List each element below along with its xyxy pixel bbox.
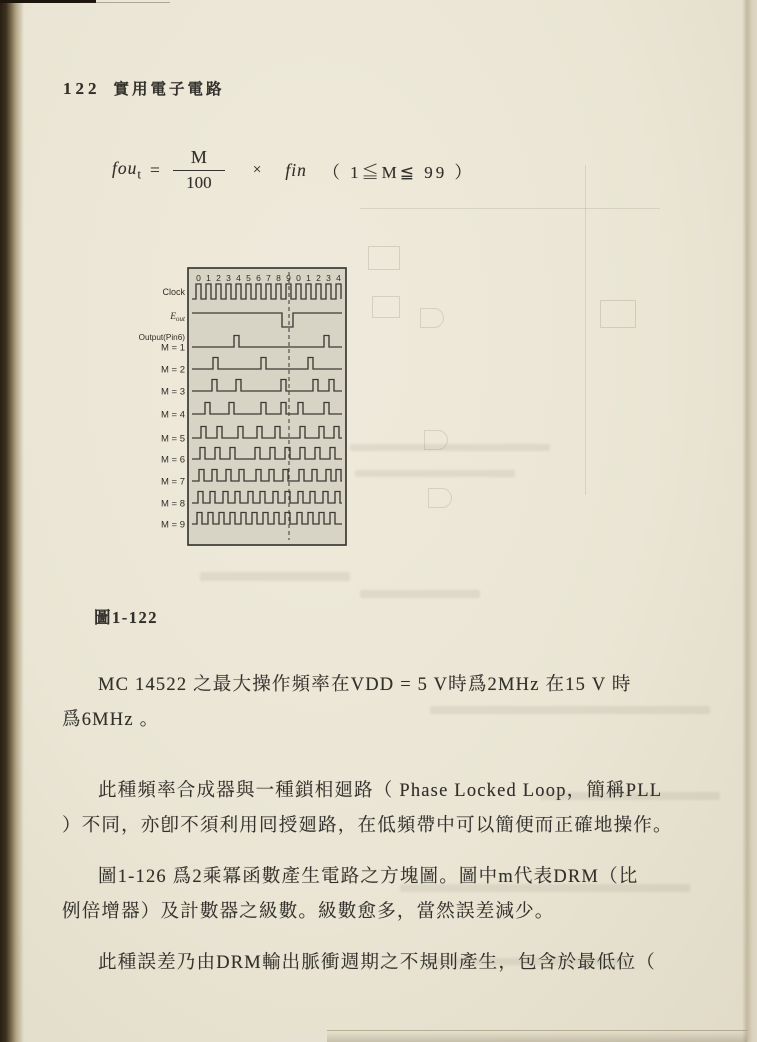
waveform-label: M = 9 (160, 519, 185, 531)
book-title: 實用電子電路 (113, 81, 225, 98)
equals-sign: = (150, 159, 160, 180)
formula-fout (112, 147, 474, 193)
bleedthrough-ghost (368, 246, 400, 270)
waveform-label: $E_{out}$ (170, 312, 185, 323)
bleedthrough-ghost (350, 444, 550, 451)
formula-lhs: fou$_t$ (112, 157, 141, 182)
clock-count-digit: 0 (296, 273, 301, 283)
figure-caption: 圖1-122 (94, 608, 158, 627)
text-line: ）不同，亦卽不須利用囘授廻路，在低頻帶中可以簡便而正確地操作。 (62, 815, 673, 836)
formula-rhs: fin (285, 159, 307, 180)
waveform-label: M = 4 (160, 409, 185, 421)
paragraph-pll-comparison (62, 774, 714, 843)
clock-count-digit: 0 (196, 273, 201, 283)
clock-count-digit: 8 (276, 273, 281, 283)
waveform-label: M = 8 (160, 498, 185, 510)
clock-count-digit: 2 (216, 273, 221, 283)
clock-count-digit: 1 (306, 273, 311, 283)
paragraph-max-frequency (62, 668, 714, 737)
waveform-label: M = 1 (160, 342, 185, 354)
waveform-label: M = 3 (160, 386, 185, 398)
text-line: 此種誤差乃由DRM輸出脈衝週期之不規則產生，包含於最低位（ (98, 953, 656, 973)
waveform-label: M = 2 (160, 364, 185, 376)
clock-count-digit: 4 (236, 273, 241, 283)
book-binding-edge (0, 0, 24, 1042)
text-line: 例倍增器）及計數器之級數。級數愈多，當然誤差減少。 (62, 901, 555, 922)
paragraph-figure-1-126 (62, 860, 714, 929)
bleedthrough-ghost (360, 208, 660, 209)
text-line: 此種頻率合成器與一種鎖相廻路（ Phase Locked Loop，簡稱PLL (98, 781, 663, 801)
multiply-sign: × (252, 161, 262, 178)
bleedthrough-ghost (600, 300, 636, 328)
text-line: MC 14522 之最大操作頻率在VDD = 5 V時爲2MHz 在15 V 時 (98, 675, 632, 695)
fraction-numerator: M (190, 147, 207, 167)
bleedthrough-ghost (424, 430, 448, 450)
bleedthrough-ghost (372, 296, 400, 318)
scan-edge-artifact (80, 2, 170, 3)
clock-count-digit: 3 (326, 273, 331, 283)
page-header (63, 77, 225, 99)
page-number: 122 (63, 79, 101, 98)
bleedthrough-ghost (355, 470, 515, 477)
paragraph-error-source (62, 946, 714, 981)
bleedthrough-ghost (428, 488, 452, 508)
bleedthrough-ghost (585, 165, 586, 495)
fraction (173, 147, 225, 193)
bleedthrough-ghost (360, 590, 480, 598)
text-line: 圖1-126 爲2乘冪函數產生電路之方塊圖。圖中m代表DRM（比 (98, 867, 639, 887)
page-right-edge (742, 0, 757, 1042)
waveform-label: Clock (162, 287, 185, 297)
fraction-denominator: 100 (186, 173, 212, 192)
clock-count-digit: 5 (246, 273, 251, 283)
bleedthrough-ghost (200, 572, 350, 581)
clock-count-digit: 6 (256, 273, 261, 283)
clock-count-digit: 3 (226, 273, 231, 283)
waveform-label: M = 5 (160, 433, 185, 445)
formula-condition: （ 1≦M≦ 99 ） (322, 162, 475, 182)
clock-count-digit: 4 (336, 273, 341, 283)
waveform-label: M = 6 (160, 454, 185, 466)
clock-count-digit: 1 (206, 273, 211, 283)
timing-diagram-figure (128, 264, 358, 554)
page-bottom-edge (327, 1030, 747, 1042)
text-line: 爲6MHz 。 (62, 709, 160, 730)
bleedthrough-ghost (420, 308, 444, 328)
clock-count-digit: 2 (316, 273, 321, 283)
clock-count-digit: 9 (286, 273, 291, 283)
timing-diagram-svg (128, 264, 358, 554)
waveform-label: M = 7 (160, 476, 185, 488)
clock-count-digit: 7 (266, 273, 271, 283)
waveform-label: Output(Pin6) (138, 333, 185, 342)
